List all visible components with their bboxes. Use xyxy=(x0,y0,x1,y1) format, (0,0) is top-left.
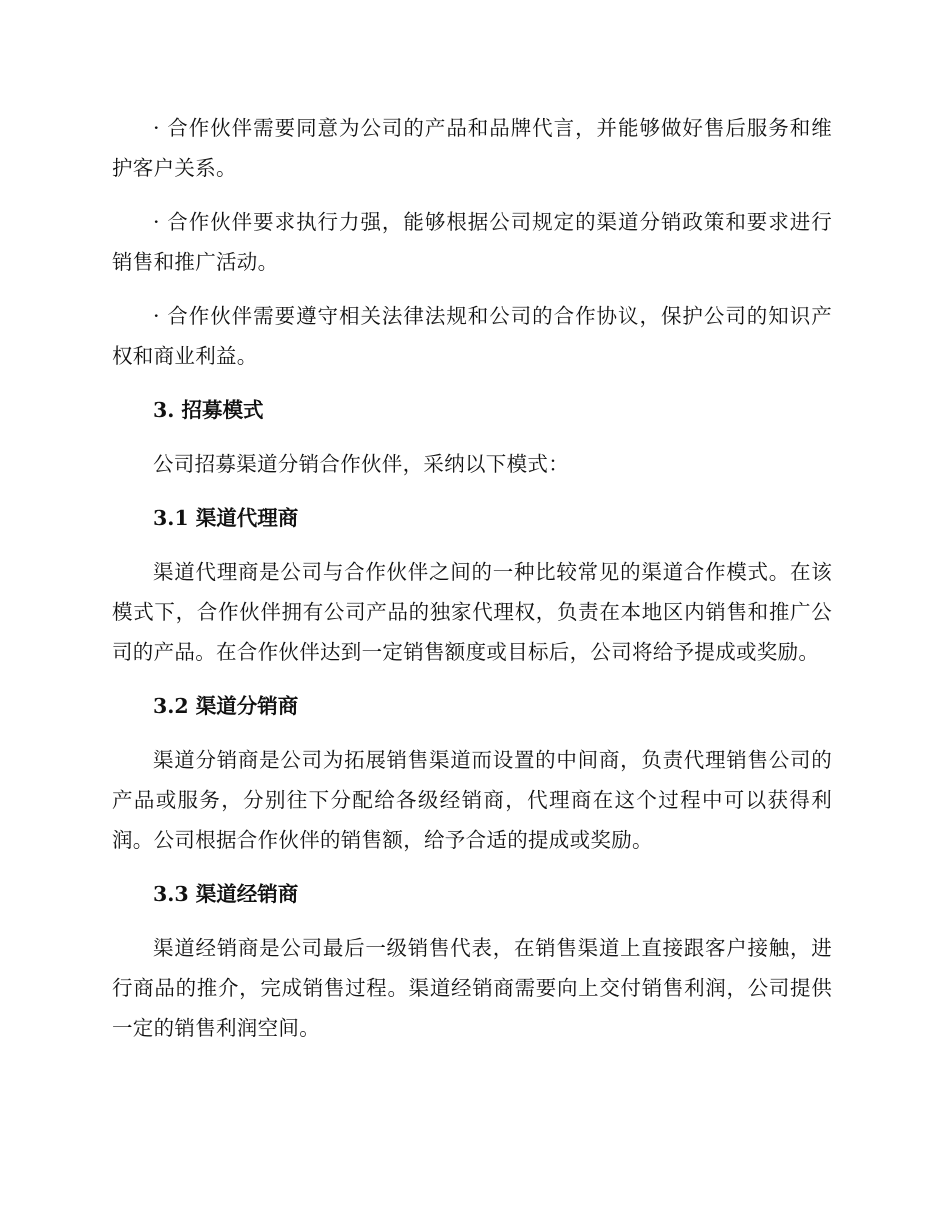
body-paragraph: 渠道代理商是公司与合作伙伴之间的一种比较常见的渠道合作模式。在该模式下，合作伙伴拥有公司产品的独家代理权，负责在本地区内销售和推广公司的产品。在合作伙伴达到一定销售额度或目标后，公司将给予提成或奖励。 xyxy=(112,560,832,664)
body-paragraph: 渠道分销商是公司为拓展销售渠道而设置的中间商，负责代理销售公司的产品或服务，分别往下分配给各级经销商，代理商在这个过程中可以获得利润。公司根据合作伙伴的销售额，给予合适的提成或奖励。 xyxy=(112,748,832,852)
bullet-paragraph: · 合作伙伴需要遵守相关法律法规和公司的合作协议，保护公司的知识产权和商业利益。 xyxy=(112,304,832,368)
section-heading: 3.3 渠道经销商 xyxy=(153,882,299,906)
section-heading: 3. 招募模式 xyxy=(153,398,264,422)
body-paragraph: 公司招募渠道分销合作伙伴，采纳以下模式： xyxy=(153,452,569,476)
body-paragraph: 渠道经销商是公司最后一级销售代表，在销售渠道上直接跟客户接触，进行商品的推介，完成销售过程。渠道经销商需要向上交付销售利润，公司提供一定的销售利润空间。 xyxy=(112,936,832,1040)
bullet-paragraph: · 合作伙伴需要同意为公司的产品和品牌代言，并能够做好售后服务和维护客户关系。 xyxy=(112,116,832,180)
document-page xyxy=(112,108,832,1048)
bullet-paragraph: · 合作伙伴要求执行力强，能够根据公司规定的渠道分销政策和要求进行销售和推广活动。 xyxy=(112,210,832,274)
section-heading: 3.2 渠道分销商 xyxy=(153,694,299,718)
section-heading: 3.1 渠道代理商 xyxy=(153,506,299,530)
